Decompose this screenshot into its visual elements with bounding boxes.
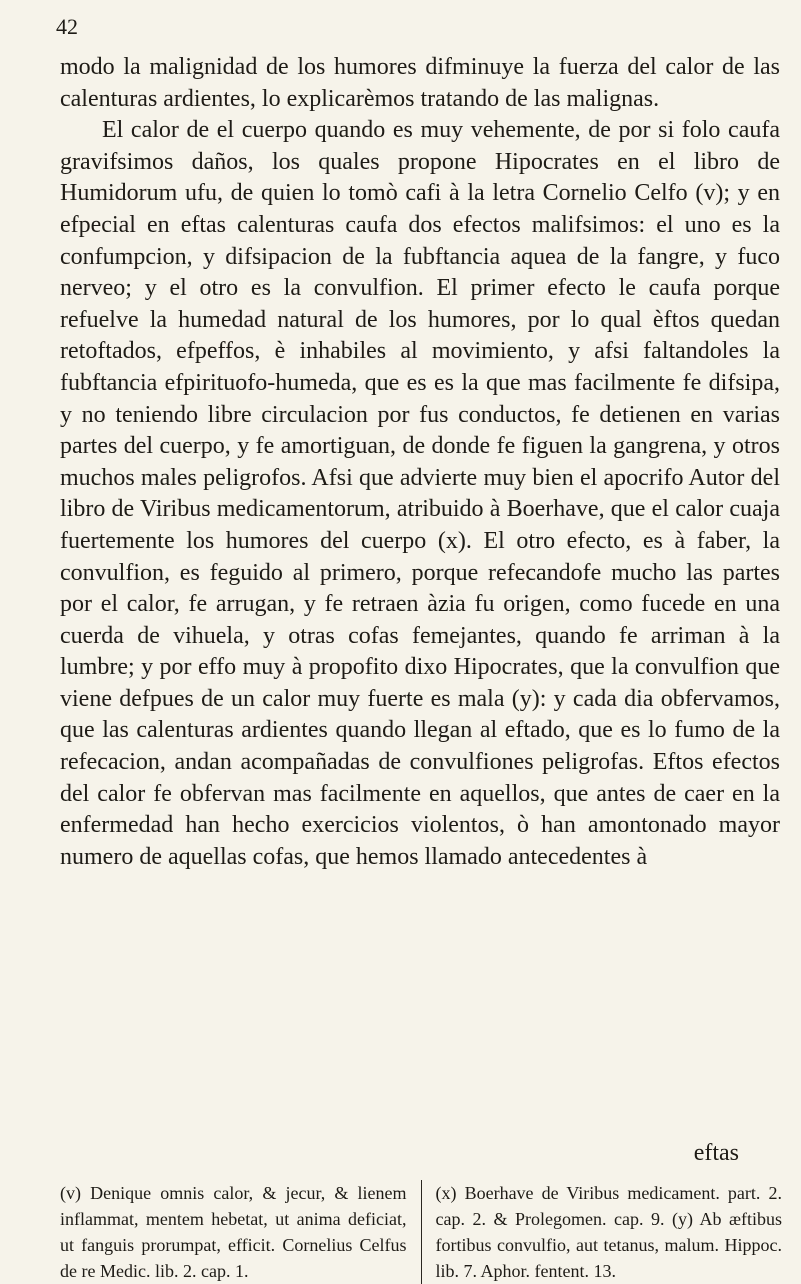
footnote-right: (x) Boerhave de Viribus medicament. part. 2. cap. 2. & Prolegomen. cap. 9. (y) Ab æftibus fortibus convulfio, aut tetanus, malum. Hippoc. lib. 7. Aphor. fentent. 13. <box>435 1183 782 1281</box>
footnotes <box>60 1180 782 1284</box>
paragraph-1: modo la malignidad de los humores difminuye la fuerza del calor de las calenturas ardientes, lo explicarèmos tratando de las malignas. <box>60 54 780 112</box>
footnote-left: (v) Denique omnis calor, & jecur, & lienem inflammat, mentem hebetat, ut anima deficiat, ut fanguis prorumpat, efficit. Cornelius Celfus de re Medic. lib. 2. cap. 1. <box>60 1183 407 1281</box>
body-text <box>60 52 780 873</box>
footnote-divider <box>421 1180 422 1284</box>
paragraph-2: El calor de el cuerpo quando es muy vehemente, de por si folo caufa gravifsimos daños, los quales propone Hipocrates en el libro de Humidorum ufu, de quien lo tomò cafi à la letra Cornelio Celfo (v); y en efpecial en eftas calenturas caufa dos efectos malifsimos: el uno es la confumpcion, y difsipacion de la fubftancia aquea de la fangre, y fuco nerveo; y el otro es la convulfion. El primer efecto le caufa porque refuelve la humedad natural de los humores, por lo qual èftos quedan retoftados, efpeffos, è inhabiles al movimiento, y afsi faltandoles la fubftancia efpirituofo-humeda, que es es la que mas facilmente fe difsipa, y no teniendo libre circulacion por fus conductos, fe detienen en varias partes del cuerpo, y fe amortiguan, de donde fe figuen la gangrena, y otros muchos males peligrofos. Afsi que advierte muy bien el apocrifo Autor del libro de Viribus medicamentorum, atribuido à Boerhave, que el calor cuaja fuertemente los humores del cuerpo (x). El otro efecto, es à faber, la convulfion, es feguido al primero, porque refecandofe mucho las partes por el calor, fe arrugan, y fe retraen àzia fu origen, como fucede en una cuerda de vihuela, y otras cofas femejantes, quando fe arriman à la lumbre; y por effo muy à propofito dixo Hipocrates, que la convulfion que viene defpues de un calor muy fuerte es mala (y): y cada dia obfervamos, que las calenturas ardientes quando llegan al eftado, que es lo fumo de la refecacion, andan acompañadas de convulfiones peligrofas. Eftos efectos del calor fe obfervan mas facilmente en aquellos, que antes de caer en la enfermedad han hecho exercicios violentos, ò han amontonado mayor numero de aquellas cofas, que hemos llamado antecedentes à <box>60 117 780 870</box>
catchword: eftas <box>693 1140 739 1166</box>
page-number: 42 <box>56 14 78 39</box>
